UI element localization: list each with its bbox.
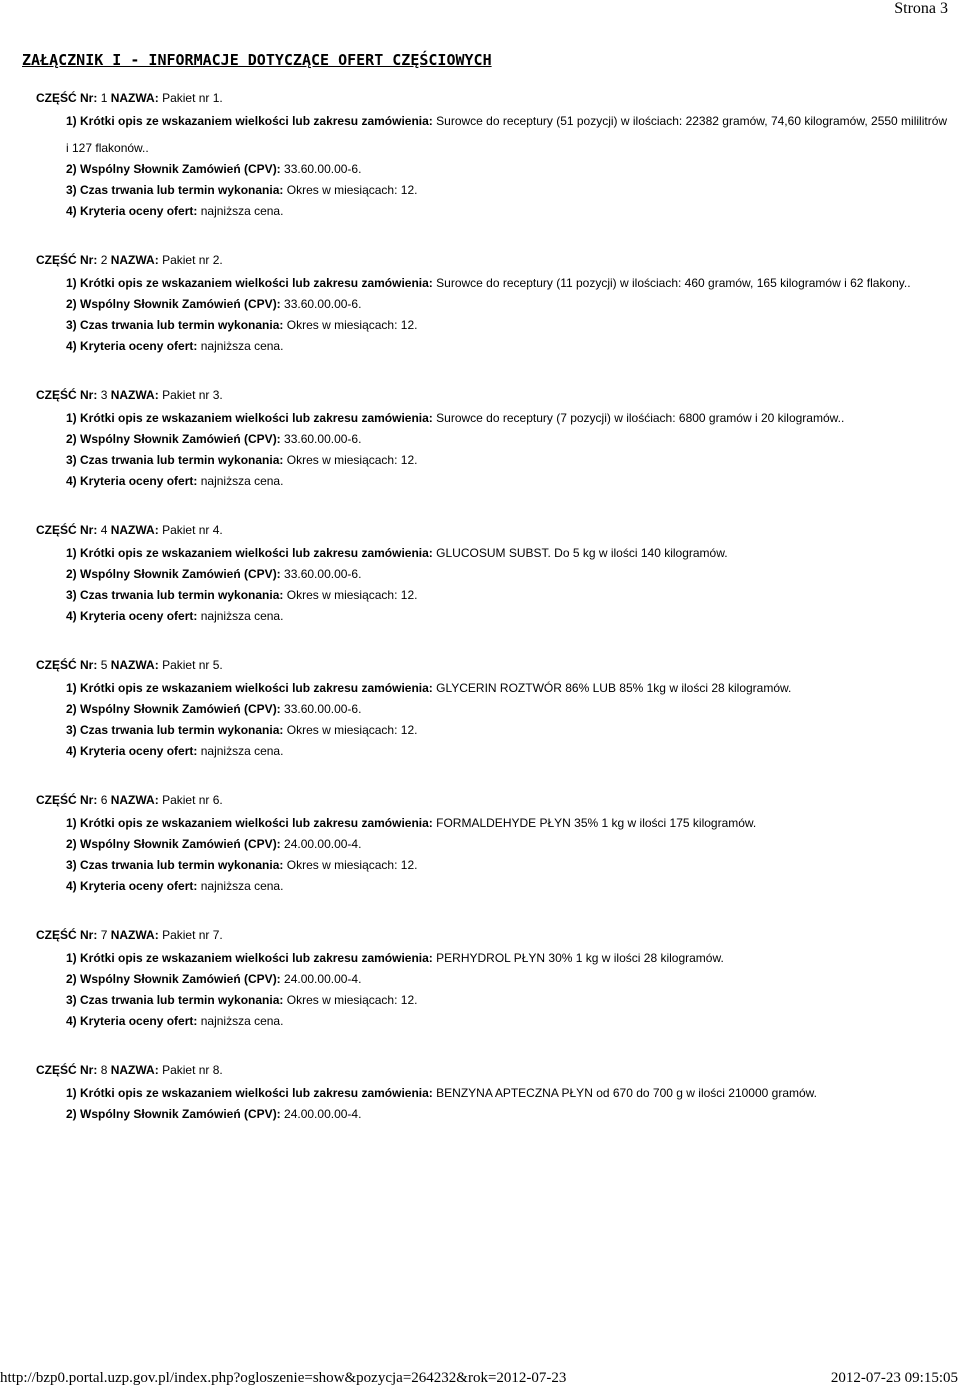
- part-block: [36, 90, 948, 225]
- desc-label: 1) Krótki opis ze wskazaniem wielkości lub zakresu zamówienia:: [66, 951, 433, 965]
- part-name-label: NAZWA:: [110, 523, 159, 537]
- time-value: Okres w miesiącach: 12.: [286, 318, 418, 332]
- criteria-label: 4) Kryteria oceny ofert:: [66, 879, 198, 893]
- part-nr-label: CZĘŚĆ Nr:: [36, 1063, 98, 1077]
- cpv-value: 33.60.00.00-6.: [284, 432, 362, 446]
- part-nr-label: CZĘŚĆ Nr:: [36, 253, 98, 267]
- part-nr: 4: [100, 523, 108, 537]
- part-header: [36, 792, 948, 808]
- part-block: [36, 927, 948, 1035]
- time-value: Okres w miesiącach: 12.: [286, 993, 418, 1007]
- part-criteria-row: [36, 603, 948, 630]
- criteria-label: 4) Kryteria oceny ofert:: [66, 204, 198, 218]
- part-header: [36, 1062, 948, 1078]
- cpv-label: 2) Wspólny Słownik Zamówień (CPV):: [66, 702, 281, 716]
- parts-list: [36, 90, 948, 1155]
- time-label: 3) Czas trwania lub termin wykonania:: [66, 723, 284, 737]
- desc-value: PERHYDROL PŁYN 30% 1 kg w ilości 28 kilogramów.: [436, 951, 724, 965]
- part-block: [36, 387, 948, 495]
- part-name-label: NAZWA:: [110, 658, 159, 672]
- footer-url: http://bzp0.portal.uzp.gov.pl/index.php?ogloszenie=show&pozycja=264232&rok=2012-07-23: [0, 1370, 567, 1386]
- cpv-label: 2) Wspólny Słownik Zamówień (CPV):: [66, 972, 281, 986]
- part-name-label: NAZWA:: [110, 928, 159, 942]
- part-header: [36, 90, 948, 106]
- desc-value: GLUCOSUM SUBST. Do 5 kg w ilości 140 kilogramów.: [436, 546, 728, 560]
- part-criteria-row: [36, 333, 948, 360]
- time-value: Okres w miesiącach: 12.: [286, 183, 418, 197]
- part-header: [36, 252, 948, 268]
- part-name: Pakiet nr 5.: [162, 658, 223, 672]
- cpv-label: 2) Wspólny Słownik Zamówień (CPV):: [66, 1107, 281, 1121]
- part-criteria-row: [36, 198, 948, 225]
- criteria-label: 4) Kryteria oceny ofert:: [66, 609, 198, 623]
- desc-label: 1) Krótki opis ze wskazaniem wielkości lub zakresu zamówienia:: [66, 816, 433, 830]
- cpv-value: 24.00.00.00-4.: [284, 837, 362, 851]
- time-label: 3) Czas trwania lub termin wykonania:: [66, 453, 284, 467]
- criteria-label: 4) Kryteria oceny ofert:: [66, 744, 198, 758]
- time-label: 3) Czas trwania lub termin wykonania:: [66, 183, 284, 197]
- criteria-label: 4) Kryteria oceny ofert:: [66, 339, 198, 353]
- part-nr-label: CZĘŚĆ Nr:: [36, 928, 98, 942]
- criteria-value: najniższa cena.: [200, 1014, 284, 1028]
- part-name: Pakiet nr 1.: [162, 91, 223, 105]
- criteria-value: najniższa cena.: [200, 879, 284, 893]
- annex-title: ZAŁĄCZNIK I - INFORMACJE DOTYCZĄCE OFERT CZĘŚCIOWYCH: [22, 51, 492, 69]
- part-header: [36, 657, 948, 673]
- cpv-value: 33.60.00.00-6.: [284, 162, 362, 176]
- cpv-value: 24.00.00.00-4.: [284, 972, 362, 986]
- desc-value: Surowce do receptury (51 pozycji) w ilościach: 22382 gramów, 74,60 kilogramów, 2550 mililitrów i 127 flakonów..: [66, 114, 948, 155]
- part-name-label: NAZWA:: [110, 793, 159, 807]
- desc-label: 1) Krótki opis ze wskazaniem wielkości lub zakresu zamówienia:: [66, 114, 433, 128]
- time-label: 3) Czas trwania lub termin wykonania:: [66, 588, 284, 602]
- part-nr: 6: [100, 793, 108, 807]
- part-header: [36, 927, 948, 943]
- part-nr-label: CZĘŚĆ Nr:: [36, 793, 98, 807]
- part-criteria-row: [36, 873, 948, 900]
- part-name-label: NAZWA:: [110, 253, 159, 267]
- part-block: [36, 252, 948, 360]
- part-nr: 7: [100, 928, 108, 942]
- part-criteria-row: [36, 1008, 948, 1035]
- part-block: [36, 657, 948, 765]
- desc-label: 1) Krótki opis ze wskazaniem wielkości lub zakresu zamówienia:: [66, 411, 433, 425]
- time-label: 3) Czas trwania lub termin wykonania:: [66, 858, 284, 872]
- part-block: [36, 522, 948, 630]
- part-name: Pakiet nr 3.: [162, 388, 223, 402]
- part-criteria-row: [36, 468, 948, 495]
- part-name: Pakiet nr 4.: [162, 523, 223, 537]
- desc-label: 1) Krótki opis ze wskazaniem wielkości lub zakresu zamówienia:: [66, 1086, 433, 1100]
- part-name-label: NAZWA:: [110, 388, 159, 402]
- part-name: Pakiet nr 2.: [162, 253, 223, 267]
- criteria-value: najniższa cena.: [200, 339, 284, 353]
- cpv-label: 2) Wspólny Słownik Zamówień (CPV):: [66, 567, 281, 581]
- part-header: [36, 387, 948, 403]
- criteria-value: najniższa cena.: [200, 744, 284, 758]
- part-name: Pakiet nr 7.: [162, 928, 223, 942]
- footer-datetime: 2012-07-23 09:15:05: [830, 1370, 958, 1386]
- part-block: [36, 1062, 948, 1128]
- cpv-label: 2) Wspólny Słownik Zamówień (CPV):: [66, 297, 281, 311]
- criteria-value: najniższa cena.: [200, 474, 284, 488]
- part-nr: 1: [100, 91, 108, 105]
- part-desc-row: [36, 108, 948, 162]
- criteria-value: najniższa cena.: [200, 204, 284, 218]
- cpv-label: 2) Wspólny Słownik Zamówień (CPV):: [66, 432, 281, 446]
- time-label: 3) Czas trwania lub termin wykonania:: [66, 318, 284, 332]
- criteria-value: najniższa cena.: [200, 609, 284, 623]
- time-value: Okres w miesiącach: 12.: [286, 453, 418, 467]
- desc-value: FORMALDEHYDE PŁYN 35% 1 kg w ilości 175 kilogramów.: [436, 816, 757, 830]
- desc-value: BENZYNA APTECZNA PŁYN od 670 do 700 g w ilości 210000 gramów.: [436, 1086, 818, 1100]
- part-nr: 3: [100, 388, 108, 402]
- time-label: 3) Czas trwania lub termin wykonania:: [66, 993, 284, 1007]
- desc-label: 1) Krótki opis ze wskazaniem wielkości lub zakresu zamówienia:: [66, 276, 433, 290]
- part-name: Pakiet nr 6.: [162, 793, 223, 807]
- part-block: [36, 792, 948, 900]
- desc-value: Surowce do receptury (11 pozycji) w ilościach: 460 gramów, 165 kilogramów i 62 flakony..: [436, 276, 911, 290]
- desc-label: 1) Krótki opis ze wskazaniem wielkości lub zakresu zamówienia:: [66, 546, 433, 560]
- part-name: Pakiet nr 8.: [162, 1063, 223, 1077]
- cpv-label: 2) Wspólny Słownik Zamówień (CPV):: [66, 162, 281, 176]
- part-nr-label: CZĘŚĆ Nr:: [36, 91, 98, 105]
- part-criteria-row: [36, 738, 948, 765]
- criteria-label: 4) Kryteria oceny ofert:: [66, 1014, 198, 1028]
- cpv-value: 33.60.00.00-6.: [284, 702, 362, 716]
- part-nr: 5: [100, 658, 108, 672]
- cpv-value: 33.60.00.00-6.: [284, 297, 362, 311]
- desc-value: Surowce do receptury (7 pozycji) w ilośćiach: 6800 gramów i 20 kilogramów..: [436, 411, 845, 425]
- part-name-label: NAZWA:: [110, 1063, 159, 1077]
- time-value: Okres w miesiącach: 12.: [286, 588, 418, 602]
- part-nr: 8: [100, 1063, 108, 1077]
- time-value: Okres w miesiącach: 12.: [286, 858, 418, 872]
- criteria-label: 4) Kryteria oceny ofert:: [66, 474, 198, 488]
- time-value: Okres w miesiącach: 12.: [286, 723, 418, 737]
- cpv-value: 24.00.00.00-4.: [284, 1107, 362, 1121]
- cpv-label: 2) Wspólny Słownik Zamówień (CPV):: [66, 837, 281, 851]
- part-nr-label: CZĘŚĆ Nr:: [36, 523, 98, 537]
- desc-label: 1) Krótki opis ze wskazaniem wielkości lub zakresu zamówienia:: [66, 681, 433, 695]
- desc-value: GLYCERIN ROZTWÓR 86% LUB 85% 1kg w ilości 28 kilogramów.: [436, 681, 792, 695]
- part-header: [36, 522, 948, 538]
- part-name-label: NAZWA:: [110, 91, 159, 105]
- part-nr-label: CZĘŚĆ Nr:: [36, 388, 98, 402]
- part-nr: 2: [100, 253, 108, 267]
- cpv-value: 33.60.00.00-6.: [284, 567, 362, 581]
- part-nr-label: CZĘŚĆ Nr:: [36, 658, 98, 672]
- page-number: Strona 3: [894, 0, 948, 17]
